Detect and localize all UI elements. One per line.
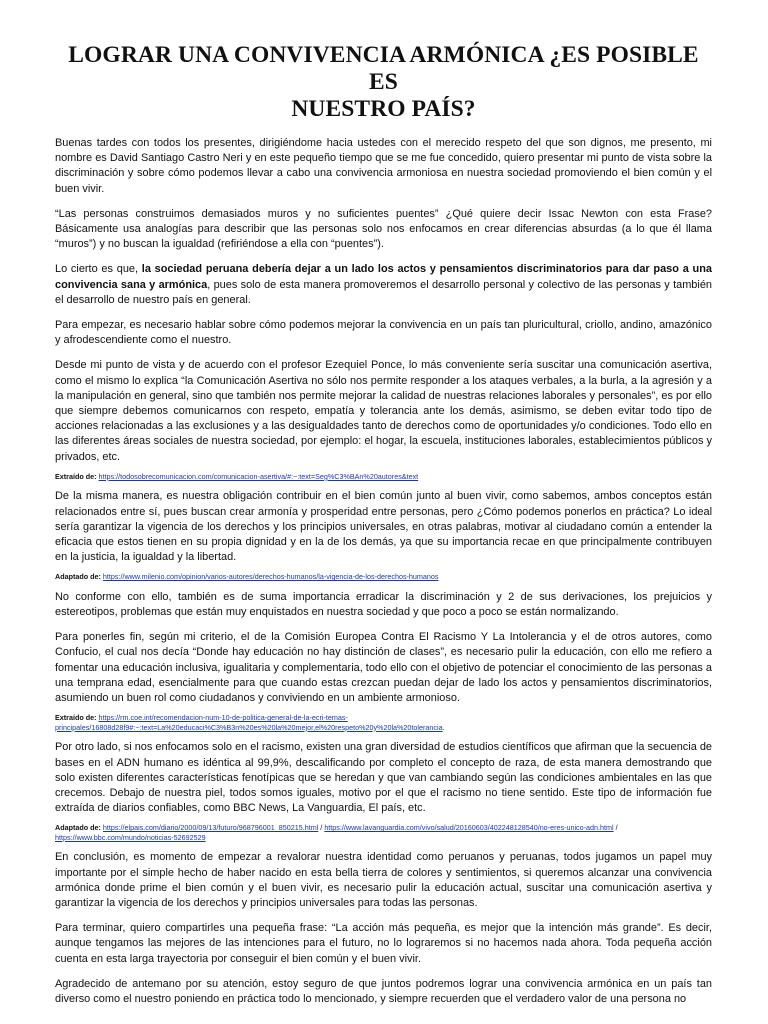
paragraph-introduction: Buenas tardes con todos los presentes, dirigiéndome hacia ustedes con el merecido respeto del que son dignos, me presento, mi nombre es David Santiago Castro Neri y en este pequeño tiempo que se me fue concedido, quiero presentar mi punto de vista sobre la discriminación y sobre cómo podemos llevar a cabo una convivencia armoniosa en nuestra sociedad promoviendo el bien común y el buen vivir. bbox=[55, 137, 712, 195]
paragraph-assertive-communication: Desde mi punto de vista y de acuerdo con el profesor Ezequiel Ponce, lo más conveniente sería suscitar una comunicación asertiva, como el mismo lo explica “la Comunicación Asertiva no sólo nos permite responder a los ataques verbales, a la burla, a la agresión y a la manipulación en general, sino que también nos permite mejorar la calidad de nuestras relaciones laborales y personales”, es por ello que siempre debemos comunicarnos con respeto, empatía y tolerancia ante los demás, asimismo, se deben evitar todo tipo de acciones relacionadas a las exclusiones y a las desigualdades tanto de derechos como de oportunidades y/o condiciones. Todo ello en las diferentes áreas sociales de nuestra sociedad, por ejemplo: el hogar, la escuela, instituciones laborales, establecimientos públicos y privados, etc. bbox=[55, 359, 712, 463]
paragraph-closing-quote: Para terminar, quiero compartirles una pequeña frase: “La acción más pequeña, es mejor que la intención más grande”. Es decir, aunque tengamos las mejores de las intenciones para el futuro, no lo lograremos si no hacemos nada ahora. Toda pequeña acción cuenta en esta larga trayectoria por conseguir el bien común y el buen vivir. bbox=[55, 922, 712, 965]
source-citation-4 bbox=[55, 823, 712, 842]
title-line-1: LOGRAR UNA CONVIVENCIA ARMÓNICA ¿ES POSIBLE ES bbox=[68, 42, 699, 95]
paragraph-start: Para empezar, es necesario hablar sobre cómo podemos mejorar la convivencia en un país tan pluricultural, criollo, andino, amazónico y afrodescendiente como el nuestro. bbox=[55, 319, 712, 347]
source-label: Extraído de: bbox=[55, 471, 99, 481]
source-citation-1 bbox=[55, 472, 712, 482]
source-link-3[interactable]: https://rm.coe.int/recomendacion-num-10-de-politica-general-de-la-ecri-temas-principales/16808d28f9#:~:text=La%20educaci%C3%B3n%20es%20la%20mejor,el%20respeto%20y%20la%20tolerancia bbox=[55, 713, 443, 732]
source-label: Adaptado de: bbox=[55, 823, 103, 833]
paragraph-newton-quote: “Las personas construimos demasiados muros y no suficientes puentes” ¿Qué quiere decir Issac Newton con esta Frase? Básicamente usa analogías para describir que las personas solo nos enfocamos en crear diferencias absurdas (a lo que él llama “muros”) y no buscan la igualdad (refiriéndose a ella con “puentes”). bbox=[55, 207, 712, 251]
thesis-lead: Lo cierto es que, bbox=[55, 263, 142, 276]
paragraph-conclusion: En conclusión, es momento de empezar a revalorar nuestra identidad como peruanos y peruanas, todos jugamos un papel muy importante por el simple hecho de haber nacido en esta bella tierra de colores y sentimientos, si queremos alcanzar una convivencia armónica donde prime el bien común y el buen vivir, es necesario pulir la educación actual, suscitar una comunicación asertiva y garantizar la vigencia de los derechos y principios universales para todas las personas. bbox=[55, 851, 712, 909]
paragraph-education: Para ponerles fin, según mi criterio, el de la Comisión Europea Contra El Racismo Y La Intolerancia y el de otros autores, como Confucio, el cual nos decía “Donde hay educación no hay distinción de clases”, es necesario pulir la educación, con ello me refiero a fomentar una educación inclusiva, igualitaria y complementaria, todo ello con el objetivo de potenciar el conocimiento de las personas a una temprana edad, esencialmente para que cuando estas crezcan puedan dejar de lado los actos y pensamientos discriminatorios, asumiendo un buen rol como ciudadanos y conviviendo en un ambiente armonioso. bbox=[55, 631, 712, 705]
source-link-1[interactable]: https://todosobrecomunicacion.com/comunicacion-asertiva/#:~:text=Seg%C3%BAn%20autores&text bbox=[98, 471, 419, 481]
source-label: Extraído de: bbox=[55, 713, 99, 723]
source-citation-2 bbox=[55, 572, 712, 582]
source-separator: / bbox=[318, 823, 325, 833]
title-line-2: NUESTRO PAÍS? bbox=[291, 96, 476, 122]
thesis-statement: la sociedad peruana debería dejar a un lado los actos y pensamientos discriminatorios para dar paso a una convivencia sana y armónica bbox=[55, 263, 712, 291]
paragraph-common-good: De la misma manera, es nuestra obligación contribuir en el bien común junto al buen vivir, como sabemos, ambos conceptos están relacionados entre sí, pues buscan crear armonía y prosperidad entre personas, pero ¿Cómo podemos ponerlos en práctica? Lo ideal sería garantizar la vigencia de los derechos y los principios universales, en otras palabras, motivar al ciudadano común a entender la eficacia que estos tienen en su propia dignidad y en la de los demás, ya que su importancia recae en que principalmente contribuyen en la justicia, la igualdad y la libertad. bbox=[55, 490, 712, 564]
source-link-2[interactable]: https://www.milenio.com/opinion/varios-autores/derechos-humanos/la-vigencia-de-los-derechos-humanos bbox=[102, 572, 439, 582]
paragraph-farewell: Agradecido de antemano por su atención, estoy seguro de que juntos podremos lograr una convivencia armónica en un país tan diverso como el nuestro poniendo en práctica todo lo mencionado, y siempre recuerden que el verdadero valor de una persona no bbox=[55, 977, 712, 1005]
paragraph-discrimination: No conforme con ello, también es de suma importancia erradicar la discriminación y 2 de sus derivaciones, los prejuicios y estereotipos, problemas que están muy enquistados en nuestra sociedad y que poco a poco se están normalizando. bbox=[55, 590, 712, 619]
source-link-elpais[interactable]: https://elpais.com/diario/2000/09/13/futuro/968796001_850215.html bbox=[102, 823, 319, 833]
thesis-tail: , pues solo de esta manera promoveremos el desarrollo personal y colectivo de las personas y también el desarrollo de nuestro país en general. bbox=[55, 278, 712, 306]
paragraph-thesis bbox=[55, 262, 712, 308]
document-title bbox=[55, 42, 712, 123]
source-link-lavanguardia[interactable]: https://www.lavanguardia.com/vivo/salud/20160603/402248128540/no-eres-unico-adn.html bbox=[324, 823, 614, 833]
source-label: Adaptado de: bbox=[55, 572, 103, 582]
source-trailing-dot: . bbox=[442, 722, 445, 732]
source-separator: / bbox=[613, 823, 618, 833]
source-citation-3 bbox=[55, 713, 712, 732]
paragraph-racism: Por otro lado, si nos enfocamos solo en el racismo, existen una gran diversidad de estudios científicos que afirman que la secuencia de bases en el ADN humano es idéntica al 99,9%, descalificando por completo el concepto de raza, de esta manera demostrando que solo existen diferentes características fenotípicas que se heredan y que van cambiando según las condiciones ambientales en las que crecemos. Debajo de nuestra piel, todos somos iguales, motivo por el que el racismo no tiene sentido. Este tipo de información fue extraída de diarios confiables, como BBC News, La Vanguardia, El país, etc. bbox=[55, 741, 712, 815]
source-link-bbc[interactable]: https://www.bbc.com/mundo/noticias-52692529 bbox=[55, 832, 206, 842]
